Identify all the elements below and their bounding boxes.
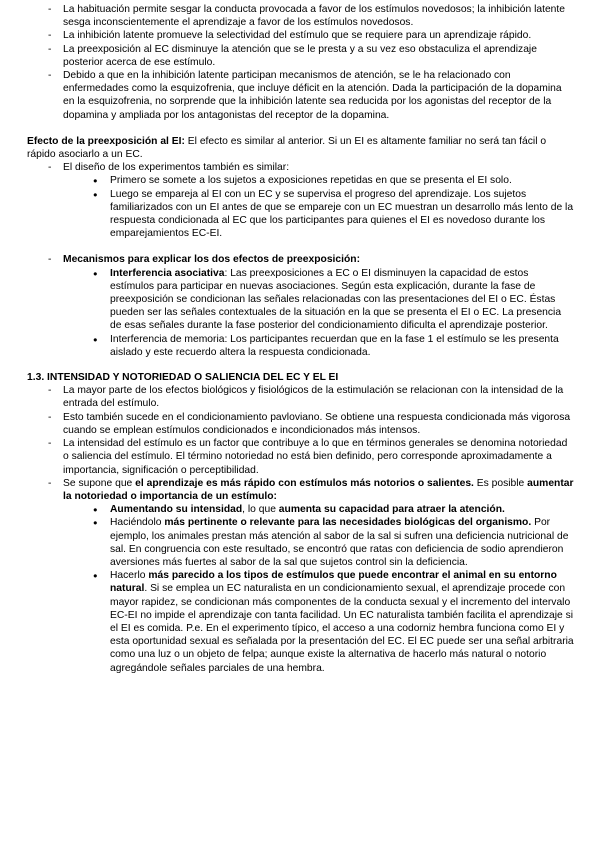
list-item: - La mayor parte de los efectos biológicos y fisiológicos de la estimulación se relacionan con la intensidad de la entrada del estímulo. bbox=[27, 384, 574, 410]
mechanisms-title: Mecanismos para explicar los dos efectos de preexposición: bbox=[63, 254, 361, 266]
salience-bullets bbox=[63, 503, 574, 675]
associative-interference-label: Interferencia asociativa bbox=[110, 267, 225, 279]
ei-design-list bbox=[27, 161, 574, 240]
design-similar-text: El diseño de los experimentos también es similar: bbox=[63, 162, 290, 174]
list-item: - Debido a que en la inhibición latente participan mecanismos de atención, se le ha relacionado con enfermedades como la esquizofrenia, que incluye déficit en la atención. Dada la participación de la dopamina en la esquizofrenia, no sorprende que la inhibición latente sea reducida por los agonistas del receptor de la dopamina y ampliada por los antagonistas del receptor de la dopamina. bbox=[27, 69, 574, 122]
list-item bbox=[63, 569, 574, 675]
list-item bbox=[63, 516, 574, 569]
list-item: ● Interferencia de memoria: Los participantes recuerdan que en la fase 1 el estímulo se les presenta aislado y este recuerdo altera la respuesta condicionada. bbox=[63, 333, 574, 359]
intensity-list bbox=[27, 384, 574, 674]
list-item: ● Luego se empareja al EI con un EC y se supervisa el progreso del aprendizaje. Los sujetos familiarizados con un EI antes de que se empareje con un EC muestran un desarrollo más lento de la respuesta condicionada al EC que los participantes para quienes el EI es novedoso durante los emparejamientos EC-EI. bbox=[63, 188, 574, 241]
ei-preexposure-label: Efecto de la preexposición al EI: bbox=[27, 135, 185, 147]
list-item bbox=[63, 267, 574, 333]
list-item: - La inhibición latente promueve la selectividad del estímulo que se requiere para un aprendizaje rápido. bbox=[27, 29, 574, 42]
natural-text: . Si se emplea un EC naturalista en un condicionamiento sexual, el aprendizaje procede con mayor rapidez, se condicionan más componentes de la conducta sexual y el incremento del intervalo EC-EI no impide el aprendizaje con tanta facilidad. Un EC naturalista también facilita el aprendizaje si el EI es comida. P.e. En el experimento típico, el acceso a una codorniz hembra funciona como EI y esta oportunidad sexual es señalada por la presentación del EC. El EC puede ser una señal arbitraria como una luz o un objeto de felpa; aunque existe la alternativa de hacerlo más natural o notorio agregándole señales parciales de una hembra. bbox=[110, 583, 574, 674]
supone-bold-2: aumentar la notoriedad o importancia de un estímulo: bbox=[63, 477, 574, 502]
intensity-mid: , lo que bbox=[242, 504, 279, 516]
list-item: ● Primero se somete a los sujetos a exposiciones repetidas en que se presenta el EI solo. bbox=[63, 174, 574, 187]
supone-mid: Es posible bbox=[473, 477, 528, 489]
mechanisms-bullets bbox=[63, 267, 574, 359]
relevance-pre: Haciéndolo bbox=[110, 517, 165, 529]
relevance-bold: más pertinente o relevante para las necesidades biológicas del organismo. bbox=[164, 517, 532, 529]
natural-bold: más parecido a los tipos de estímulos que puede encontrar el animal en su entorno natural bbox=[110, 570, 557, 595]
latent-inhibition-list bbox=[27, 3, 574, 122]
list-item: - La intensidad del estímulo es un factor que contribuye a lo que en términos generales se denomina notoriedad o saliencia del estímulo. El término notoriedad no está bien definido, pero corresponde aproximadamente a importancia, significación o perceptibilidad. bbox=[27, 437, 574, 477]
list-item bbox=[63, 503, 574, 516]
list-item: - La preexposición al EC disminuye la atención que se le presta y a su vez eso obstaculiza el aprendizaje posterior acerca de ese estímulo. bbox=[27, 43, 574, 69]
list-item: - Esto también sucede en el condicionamiento pavloviano. Se obtiene una respuesta condicionada más vigorosa cuando se emplean estímulos condicionados e incondicionados más intensos. bbox=[27, 411, 574, 437]
natural-pre: Hacerlo bbox=[110, 570, 149, 582]
ei-design-bullets bbox=[63, 174, 574, 240]
list-item bbox=[27, 477, 574, 675]
list-item: - La habituación permite sesgar la conducta provocada a favor de los estímulos novedosos; la inhibición latente sesga inconscientemente el aprendizaje a favor de los estímulos novedosos. bbox=[27, 3, 574, 29]
intensity-bold-2: aumenta su capacidad para atraer la atención. bbox=[278, 504, 505, 516]
ei-preexposure-text: El efecto es similar al anterior. Si un EI es altamente familiar no será tan fácil o rápido asociarlo a un EC. bbox=[27, 135, 547, 161]
mechanisms-list bbox=[27, 253, 574, 359]
supone-pre: Se supone que bbox=[63, 477, 136, 489]
associative-interference-text: : Las preexposiciones a EC o EI disminuyen la capacidad de estos estímulos para participar en nuevas asociaciones. Según esta explicación, durante la fase de preexposición se condicionan las señales relacionadas con las presentaciones del EI o EC. Éstas pueden ser las señales contextuales de la situación en la que se presenta el EI o EC. La presencia de esas señales durante la fase posterior del condicionamiento dificulta el aprendizaje posterior. bbox=[110, 267, 562, 332]
section-heading: 1.3. INTENSIDAD Y NOTORIEDAD O SALIENCIA DEL EC Y EL EI bbox=[27, 372, 339, 384]
relevance-text: Por ejemplo, los animales prestan más atención al sabor de la sal si sufren una deficiencia nutricional de sal. En congruencia con este resultado, se encontró que ratas con deficiencia de sodio aprendieron aversiones más fuertes al sabor de la sal que sujetos control sin la deficiencia. bbox=[110, 517, 569, 568]
list-item bbox=[27, 161, 574, 240]
supone-bold-1: el aprendizaje es más rápido con estímulos más notorios o salientes. bbox=[135, 477, 474, 489]
list-item bbox=[27, 253, 574, 359]
intensity-bold-1: Aumentando su intensidad bbox=[110, 504, 243, 516]
ei-preexposure-paragraph bbox=[27, 135, 574, 161]
